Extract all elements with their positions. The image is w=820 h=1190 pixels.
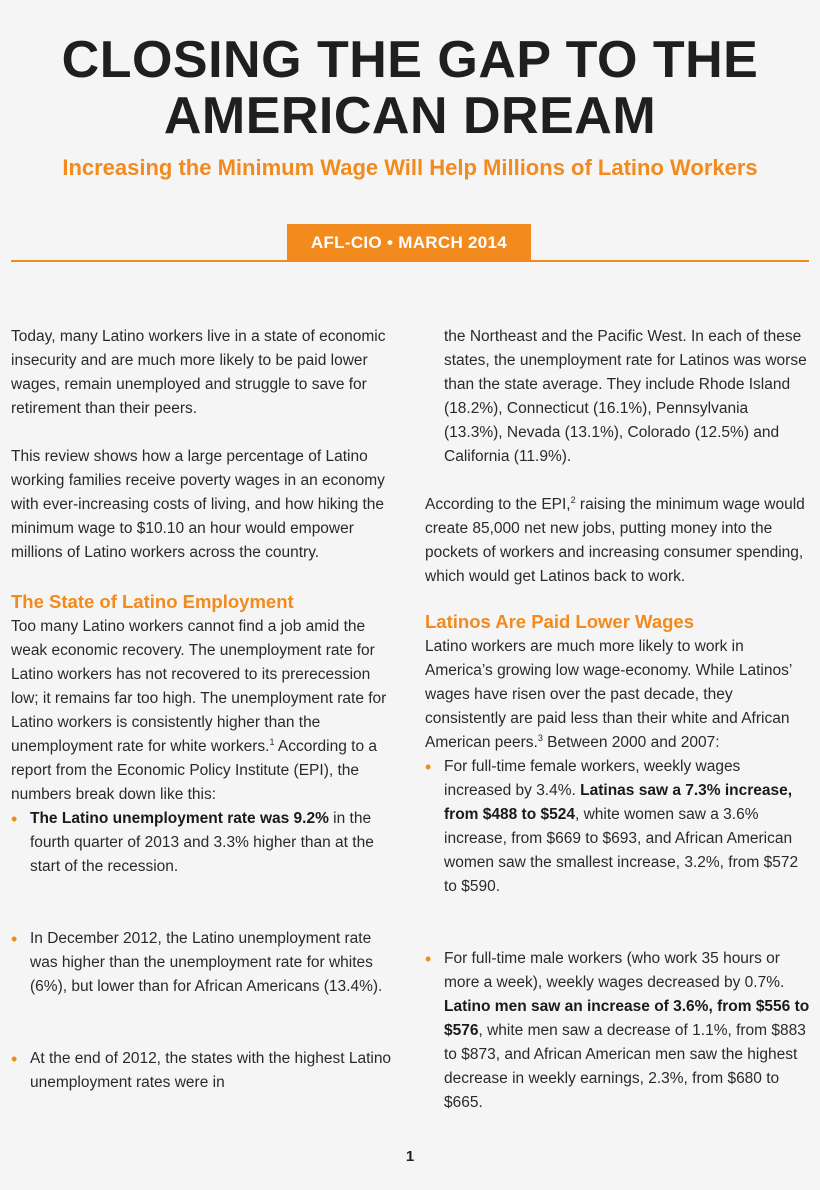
page-number: 1 bbox=[405, 1148, 415, 1165]
list-item bbox=[11, 807, 396, 879]
left-column bbox=[11, 325, 396, 1095]
bullet5-text-b: , white men saw a decrease of 1.1%, from $883 to $873, and African American men saw the highest decrease in weekly earnings, 2.3%, from $680 to $665. bbox=[444, 1022, 806, 1111]
bullet4-bold: Latinas saw a 7.3% increase, from $488 to $524 bbox=[444, 782, 793, 823]
right-column bbox=[425, 325, 810, 1115]
wage-bullets bbox=[425, 755, 810, 1115]
intro-paragraph-1: Today, many Latino workers live in a state of economic insecurity and are much more likely to be paid lower wages, remain unemployed and struggle to save for retirement than their peers. bbox=[11, 328, 386, 417]
subtitle: Increasing the Minimum Wage Will Help Millions of Latino Workers bbox=[62, 155, 758, 180]
employment-text-a: Too many Latino workers cannot find a job amid the weak economic recovery. The unemployment rate for Latino workers has not recovered to its prerecession low; it remains far too high. The unemployment rate for Latino workers is consistently higher than the unemployment rate for white workers. bbox=[11, 618, 387, 755]
bullet3-continuation: the Northeast and the Pacific West. In each of these states, the unemployment rate for Latinos was worse than the state average. They include Rhode Island (18.2%), Connecticut (16.1%), Pennsylvania (13.3%), Nevada (13.1%), Colorado (12.5%) and California (11.9%). bbox=[444, 328, 807, 465]
title-line-2: AMERICAN DREAM bbox=[163, 87, 657, 145]
section-heading-wages: Latinos Are Paid Lower Wages bbox=[425, 611, 694, 632]
bullet5-text-a: For full-time male workers (who work 35 hours or more a week), weekly wages decreased by 0.7%. bbox=[444, 950, 785, 991]
page-title bbox=[0, 32, 820, 144]
list-item: • In December 2012, the Latino unemployment rate was higher than the unemployment rate for whites (6%), but lower than for African Americans (13.4%). bbox=[11, 927, 396, 999]
epi-paragraph bbox=[425, 493, 810, 589]
bullet1-bold: The Latino unemployment rate was 9.2% bbox=[30, 810, 329, 827]
list-item bbox=[425, 755, 810, 899]
title-line-1: CLOSING THE GAP TO THE bbox=[61, 31, 759, 89]
employment-bullets bbox=[11, 807, 396, 1095]
epi-text-b: raising the minimum wage would create 85,000 net new jobs, putting money into the pockets of workers and increasing consumer spending, which would get Latinos back to work. bbox=[425, 496, 805, 585]
section-heading-employment: The State of Latino Employment bbox=[11, 591, 294, 612]
employment-text-b: According to a report from the Economic Policy Institute (EPI), the numbers break down like this: bbox=[11, 738, 377, 803]
footnote-2: 2 bbox=[570, 494, 576, 505]
bullet5-bold: Latino men saw an increase of 3.6%, from $556 to $576 bbox=[444, 998, 810, 1039]
publisher-date-badge: AFL-CIO • MARCH 2014 bbox=[287, 224, 531, 261]
intro-paragraph-2: This review shows how a large percentage of Latino working families receive poverty wages in an economy with ever-increasing costs of living, and how hiking the minimum wage to $10.10 an hour would empower millions of Latino workers across the country. bbox=[11, 448, 385, 561]
footnote-1: 1 bbox=[269, 736, 275, 747]
list-item: • At the end of 2012, the states with the highest Latino unemployment rates were in bbox=[11, 1047, 396, 1095]
bullet4-text-a: For full-time female workers, weekly wages increased by 3.4%. bbox=[444, 758, 741, 799]
footnote-3: 3 bbox=[537, 732, 543, 743]
employment-paragraph bbox=[11, 615, 396, 807]
epi-text-a: According to the EPI, bbox=[425, 496, 571, 513]
wages-text-a: Latino workers are much more likely to work in America’s growing low wage-economy. While Latinos’ wages have risen over the past decade, they consistently are paid less than their white and African American peers. bbox=[425, 638, 792, 751]
bullet4-text-b: , white women saw a 3.6% increase, from $669 to $693, and African American women saw the smallest increase, 3.2%, from $572 to $590. bbox=[444, 806, 799, 895]
bullet1-text: in the fourth quarter of 2013 and 3.3% higher than at the start of the recession. bbox=[30, 810, 374, 875]
wages-paragraph bbox=[425, 635, 810, 755]
wages-text-b: Between 2000 and 2007: bbox=[542, 734, 720, 751]
list-item bbox=[425, 947, 810, 1115]
